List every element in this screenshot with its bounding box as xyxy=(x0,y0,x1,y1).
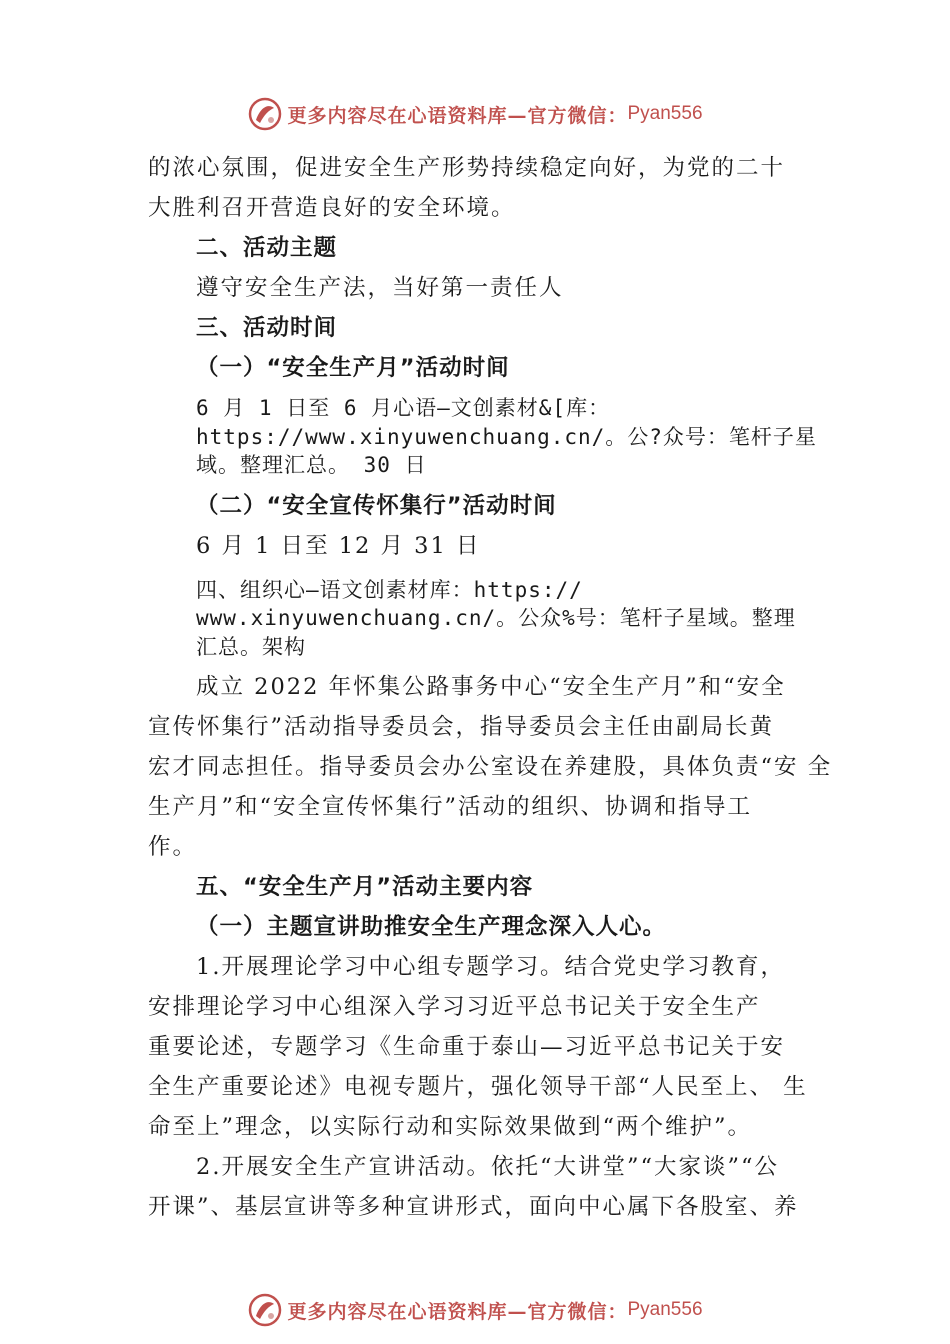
time-block-1 xyxy=(148,388,820,486)
section-heading-content: 五、“安全生产月”活动主要内容 xyxy=(196,874,534,900)
time-text-2: 6 月 1 日至 12 月 31 日 xyxy=(196,532,481,559)
paragraph-line: 命至上”理念，以实际行动和实际效果做到“两个维护”。 xyxy=(148,1114,753,1140)
footer-brand-text: 更多内容尽在心语资料库—官方微信： xyxy=(287,1300,628,1323)
theme-text: 遵守安全生产法，当好第一责任人 xyxy=(196,275,564,301)
paragraph-line: 2.开展安全生产宣讲活动。依托“大讲堂”“大家谈”“公 xyxy=(196,1154,779,1180)
paragraph-line: 宏才同志担任。指导委员会办公室设在养建股，具体负责“安 全 xyxy=(148,754,833,780)
paragraph-line: 生产月”和“安全宣传怀集行”活动的组织、协调和指导工 xyxy=(148,794,753,820)
time-line: 域。整理汇总。 30 日 xyxy=(196,453,427,477)
header-wechat-handle: Pyan556 xyxy=(627,103,703,124)
footer-banner xyxy=(0,1290,950,1330)
header-banner xyxy=(0,94,950,134)
brand-logo-icon xyxy=(247,96,283,132)
document-body xyxy=(148,148,833,1227)
paragraph-line: 全生产重要论述》电视专题片，强化领导干部“人民至上、 生 xyxy=(148,1074,808,1100)
header-brand-text: 更多内容尽在心语资料库—官方微信： xyxy=(287,104,628,127)
paragraph-line: 成立 2022 年怀集公路事务中心“安全生产月”和“安全 xyxy=(196,674,786,700)
org-line: 汇总。架构 xyxy=(196,634,306,659)
subheading-publicity-time: （二）“安全宣传怀集行”活动时间 xyxy=(196,492,557,519)
org-line: www.xinyuwenchuang.cn/。公众%号：笔杆子星域。整理 xyxy=(196,606,796,630)
paragraph-line: 1.开展理论学习中心组专题学习。结合党史学习教育， xyxy=(196,954,785,980)
paragraph-line: 重要论述，专题学习《生命重于泰山—习近平总书记关于安 xyxy=(148,1034,786,1060)
section-heading-time: 三、活动时间 xyxy=(196,315,338,341)
paragraph-line: 开课”、基层宣讲等多种宣讲形式，面向中心属下各股室、养 xyxy=(148,1194,799,1220)
footer-wechat-handle: Pyan556 xyxy=(627,1299,703,1320)
org-line: 四、组织心—语文创素材库：https:// xyxy=(196,577,583,602)
section-heading-theme: 二、活动主题 xyxy=(196,235,338,261)
brand-logo-icon xyxy=(247,1292,283,1328)
time-line: https://www.xinyuwenchuang.cn/。公?众号：笔杆子星 xyxy=(196,424,817,449)
subheading-theme-lecture: （一）主题宣讲助推安全生产理念深入人心。 xyxy=(196,914,667,940)
subheading-safety-month-time: （一）“安全生产月”活动时间 xyxy=(196,355,510,381)
paragraph-line: 宣传怀集行”活动指导委员会，指导委员会主任由副局长黄 xyxy=(148,714,775,740)
paragraph-line: 安排理论学习中心组深入学习习近平总书记关于安全生产 xyxy=(148,994,761,1020)
paragraph-line: 的浓心氛围，促进安全生产形势持续稳定向好，为党的二十 xyxy=(148,155,786,181)
paragraph-line: 大胜利召开营造良好的安全环境。 xyxy=(148,195,516,221)
paragraph-line: 作。 xyxy=(148,834,198,860)
org-block xyxy=(148,570,820,668)
time-line: 6 月 1 日至 6 月心语—文创素材&[库： xyxy=(196,396,611,420)
